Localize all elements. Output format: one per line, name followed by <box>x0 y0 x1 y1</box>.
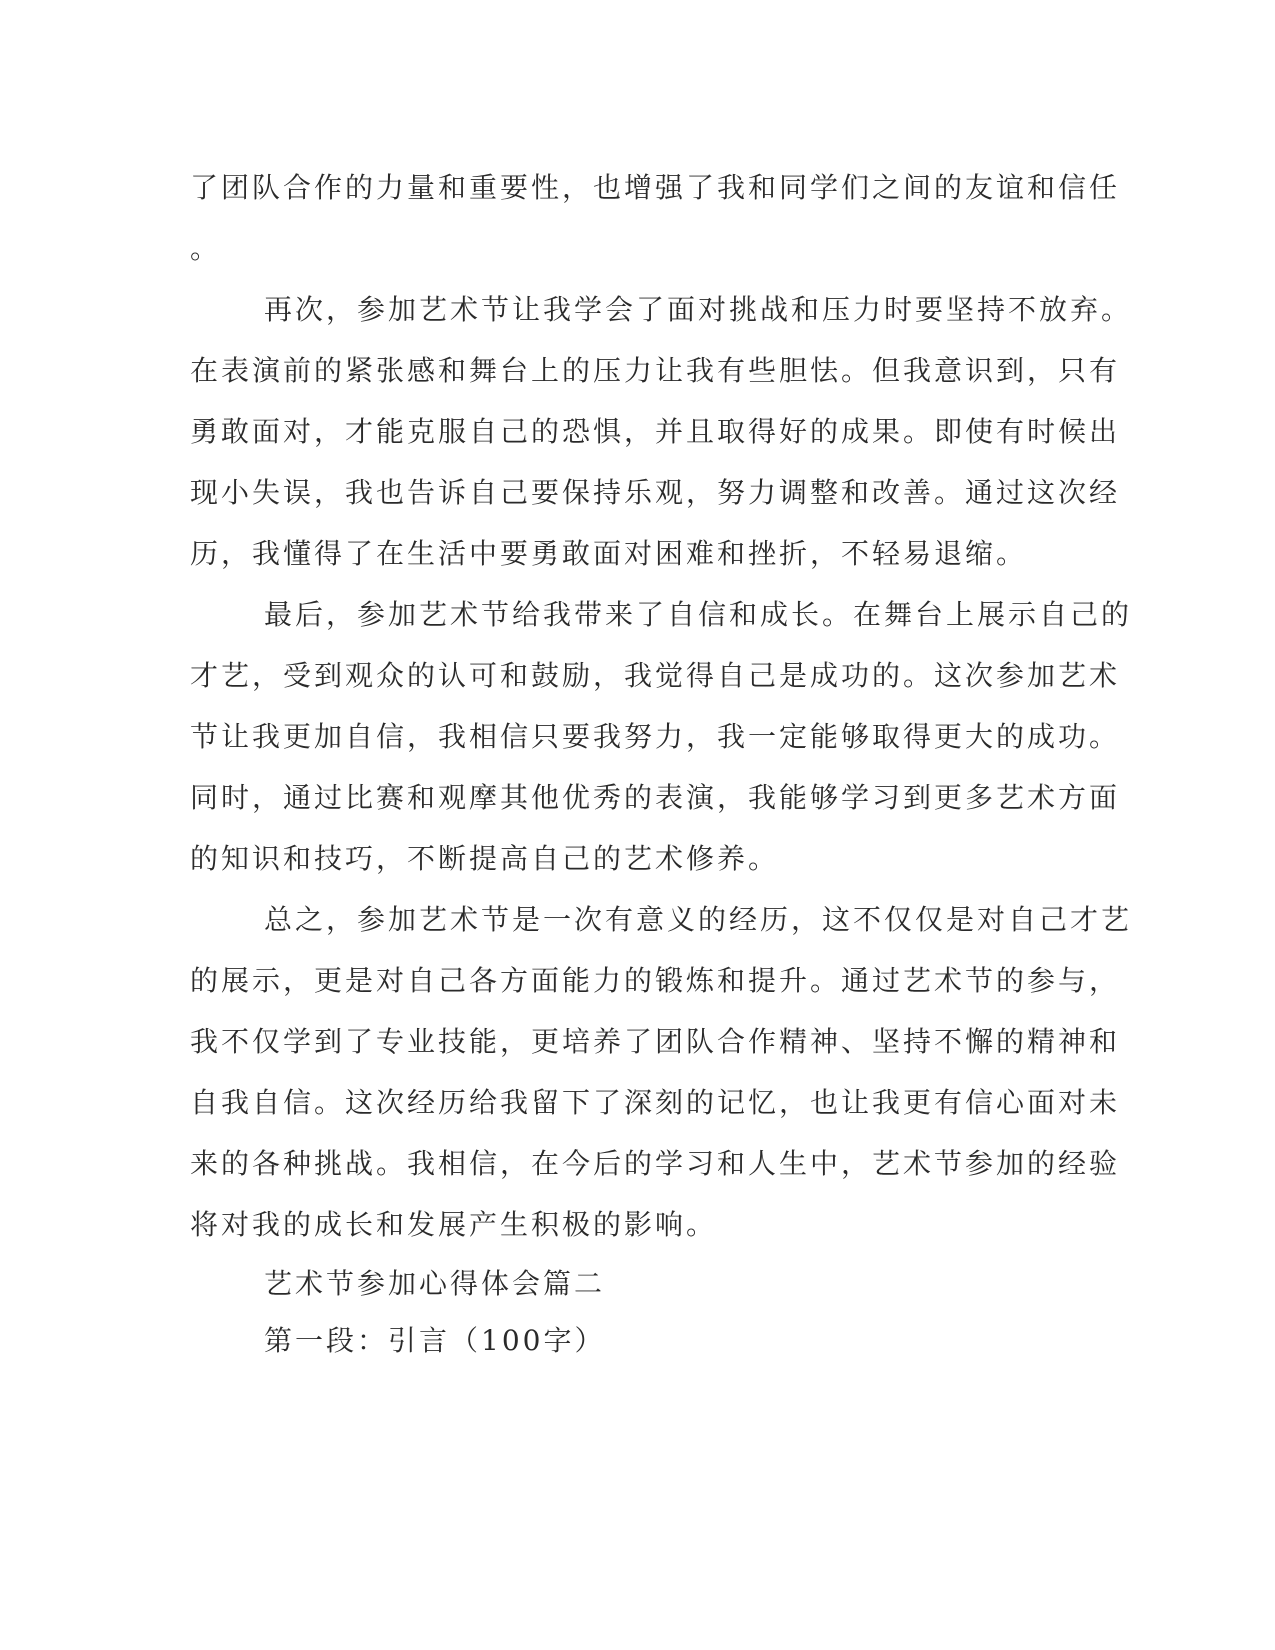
text-line: 。 <box>190 232 222 265</box>
text-line: 我不仅学到了专业技能，更培养了团队合作精神、坚持不懈的精神和 <box>190 1025 1121 1058</box>
paragraph-first-line: 再次，参加艺术节让我学会了面对挑战和压力时要坚持不放弃。 <box>264 293 1133 326</box>
subsection-heading: 第一段：引言（100字） <box>264 1324 606 1357</box>
text-line: 的展示，更是对自己各方面能力的锻炼和提升。通过艺术节的参与， <box>190 964 1121 997</box>
text-line: 将对我的成长和发展产生积极的影响。 <box>190 1208 718 1241</box>
text-line: 来的各种挑战。我相信，在今后的学习和人生中，艺术节参加的经验 <box>190 1147 1121 1180</box>
paragraph-first-line: 最后，参加艺术节给我带来了自信和成长。在舞台上展示自己的 <box>264 598 1133 631</box>
text-line: 节让我更加自信，我相信只要我努力，我一定能够取得更大的成功。 <box>190 720 1121 753</box>
section-heading: 艺术节参加心得体会篇二 <box>264 1267 606 1300</box>
text-line: 历，我懂得了在生活中要勇敢面对困难和挫折，不轻易退缩。 <box>190 537 1028 570</box>
paragraph-first-line: 总之，参加艺术节是一次有意义的经历，这不仅仅是对自己才艺 <box>264 903 1133 936</box>
text-line: 同时，通过比赛和观摩其他优秀的表演，我能够学习到更多艺术方面 <box>190 781 1121 814</box>
text-line: 才艺，受到观众的认可和鼓励，我觉得自己是成功的。这次参加艺术 <box>190 659 1121 692</box>
text-line: 了团队合作的力量和重要性，也增强了我和同学们之间的友谊和信任 <box>190 171 1121 204</box>
text-line: 勇敢面对，才能克服自己的恐惧，并且取得好的成果。即使有时候出 <box>190 415 1121 448</box>
text-line: 在表演前的紧张感和舞台上的压力让我有些胆怯。但我意识到，只有 <box>190 354 1121 387</box>
text-line: 现小失误，我也告诉自己要保持乐观，努力调整和改善。通过这次经 <box>190 476 1121 509</box>
document-body <box>190 157 1133 1369</box>
text-line: 的知识和技巧，不断提高自己的艺术修养。 <box>190 842 780 875</box>
text-line: 自我自信。这次经历给我留下了深刻的记忆，也让我更有信心面对未 <box>190 1086 1121 1119</box>
